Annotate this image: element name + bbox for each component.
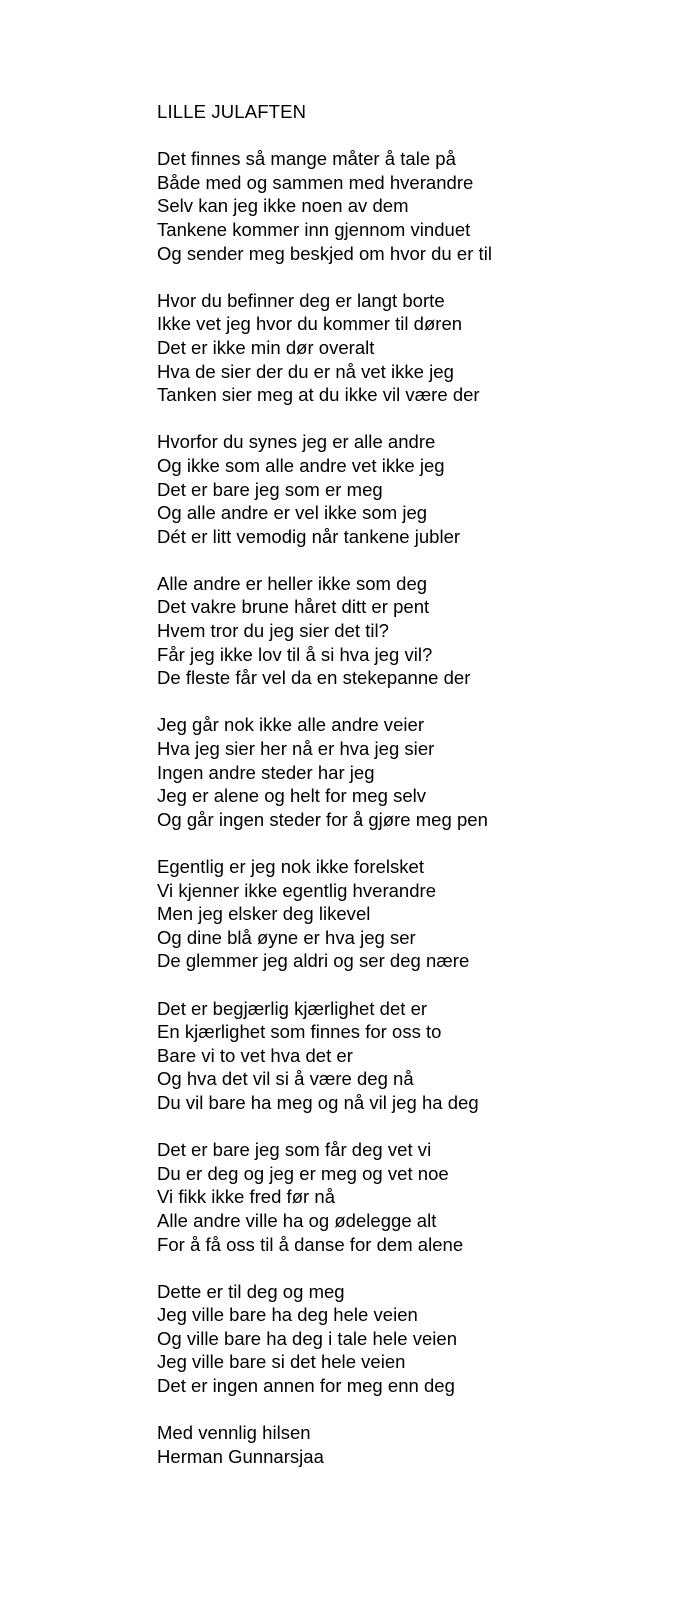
stanza-spacer <box>157 1398 657 1422</box>
stanza-spacer <box>157 831 657 855</box>
poem-line: Vi kjenner ikke egentlig hverandre <box>157 879 437 901</box>
poem-line: Herman Gunnarsjaa <box>157 1445 324 1467</box>
stanza-spacer <box>157 690 657 714</box>
poem-line: De fleste får vel da en stekepanne der <box>157 667 471 689</box>
poem-line: For å få oss til å danse for dem alene <box>157 1233 464 1255</box>
poem-line: Alle andre ville ha og ødelegge alt <box>157 1209 437 1231</box>
poem-line: Med vennlig hilsen <box>157 1422 311 1444</box>
poem-line: Ikke vet jeg hvor du kommer til døren <box>157 313 463 335</box>
poem-stanza <box>157 1280 657 1398</box>
stanza-spacer <box>157 407 657 431</box>
poem-line: Jeg ville bare si det hele veien <box>157 1351 406 1373</box>
poem-stanza-list <box>157 124 657 1469</box>
poem-line: Alle andre er heller ikke som deg <box>157 572 428 594</box>
poem-line: Hvor du befinner deg er langt borte <box>157 289 445 311</box>
stanza-spacer <box>157 124 657 148</box>
poem-stanza <box>157 1421 657 1468</box>
poem-line: Og dine blå øyne er hva jeg ser <box>157 926 416 948</box>
poem-line: Hva de sier der du er nå vet ikke jeg <box>157 360 454 382</box>
stanza-spacer <box>157 973 657 997</box>
poem-line: Dette er til deg og meg <box>157 1280 345 1302</box>
poem-line: Jeg ville bare ha deg hele veien <box>157 1304 418 1326</box>
poem-line: De glemmer jeg aldri og ser deg nære <box>157 950 470 972</box>
poem-line: Du er deg og jeg er meg og vet noe <box>157 1162 449 1184</box>
poem-line: Og hva det vil si å være deg nå <box>157 1068 414 1090</box>
stanza-spacer <box>157 1115 657 1139</box>
poem-line: Tankene kommer inn gjennom vinduet <box>157 218 471 240</box>
poem-line: Det er begjærlig kjærlighet det er <box>157 997 428 1019</box>
poem-line: Men jeg elsker deg likevel <box>157 903 371 925</box>
poem-stanza <box>157 855 657 973</box>
poem-line: Du vil bare ha meg og nå vil jeg ha deg <box>157 1091 479 1113</box>
poem-line: Egentlig er jeg nok ikke forelsket <box>157 856 425 877</box>
stanza-spacer <box>157 1256 657 1280</box>
poem-line: Ingen andre steder har jeg <box>157 761 375 783</box>
poem-line: Det finnes så mange måter å tale på <box>157 148 456 170</box>
poem-line: Jeg er alene og helt for meg selv <box>157 785 427 807</box>
poem-line: Vi fikk ikke fred før nå <box>157 1186 336 1208</box>
poem-stanza <box>157 1138 657 1256</box>
poem-line: Hvorfor du synes jeg er alle andre <box>157 431 436 453</box>
poem-line: Det er ikke min dør overalt <box>157 336 375 358</box>
poem-stanza <box>157 289 657 407</box>
poem-line: Det er bare jeg som er meg <box>157 478 383 500</box>
poem-line: Jeg går nok ikke alle andre veier <box>157 714 425 736</box>
poem-stanza <box>157 147 657 265</box>
page-title: LILLE JULAFTEN <box>157 101 307 122</box>
poem-line: Hva jeg sier her nå er hva jeg sier <box>157 738 435 760</box>
poem-line: Det vakre brune håret ditt er pent <box>157 596 430 618</box>
poem-line: Selv kan jeg ikke noen av dem <box>157 195 409 217</box>
poem-line: Og alle andre er vel ikke som jeg <box>157 502 428 524</box>
poem-stanza <box>157 713 657 831</box>
poem-line: Og ikke som alle andre vet ikke jeg <box>157 454 445 476</box>
poem-line: Bare vi to vet hva det er <box>157 1044 353 1066</box>
poem-line: Får jeg ikke lov til å si hva jeg vil? <box>157 643 433 665</box>
poem-stanza <box>157 430 657 548</box>
stanza-spacer <box>157 265 657 289</box>
poem-line: Det er ingen annen for meg enn deg <box>157 1375 455 1397</box>
poem-line: Det er bare jeg som får deg vet vi <box>157 1139 432 1161</box>
poem-line: Både med og sammen med hverandre <box>157 171 474 193</box>
poem-line: Og ville bare ha deg i tale hele veien <box>157 1327 458 1349</box>
poem-line: Hvem tror du jeg sier det til? <box>157 620 389 642</box>
poem-line: Dét er litt vemodig når tankene jubler <box>157 525 461 547</box>
stanza-spacer <box>157 548 657 572</box>
poem-line: Og går ingen steder for å gjøre meg pen <box>157 808 488 830</box>
poem-stanza <box>157 572 657 690</box>
document-text-body <box>157 100 657 1468</box>
poem-line: Tanken sier meg at du ikke vil være der <box>157 384 480 406</box>
poem-line: En kjærlighet som finnes for oss to <box>157 1021 442 1043</box>
poem-stanza <box>157 997 657 1115</box>
poem-line: Og sender meg beskjed om hvor du er til <box>157 242 492 264</box>
